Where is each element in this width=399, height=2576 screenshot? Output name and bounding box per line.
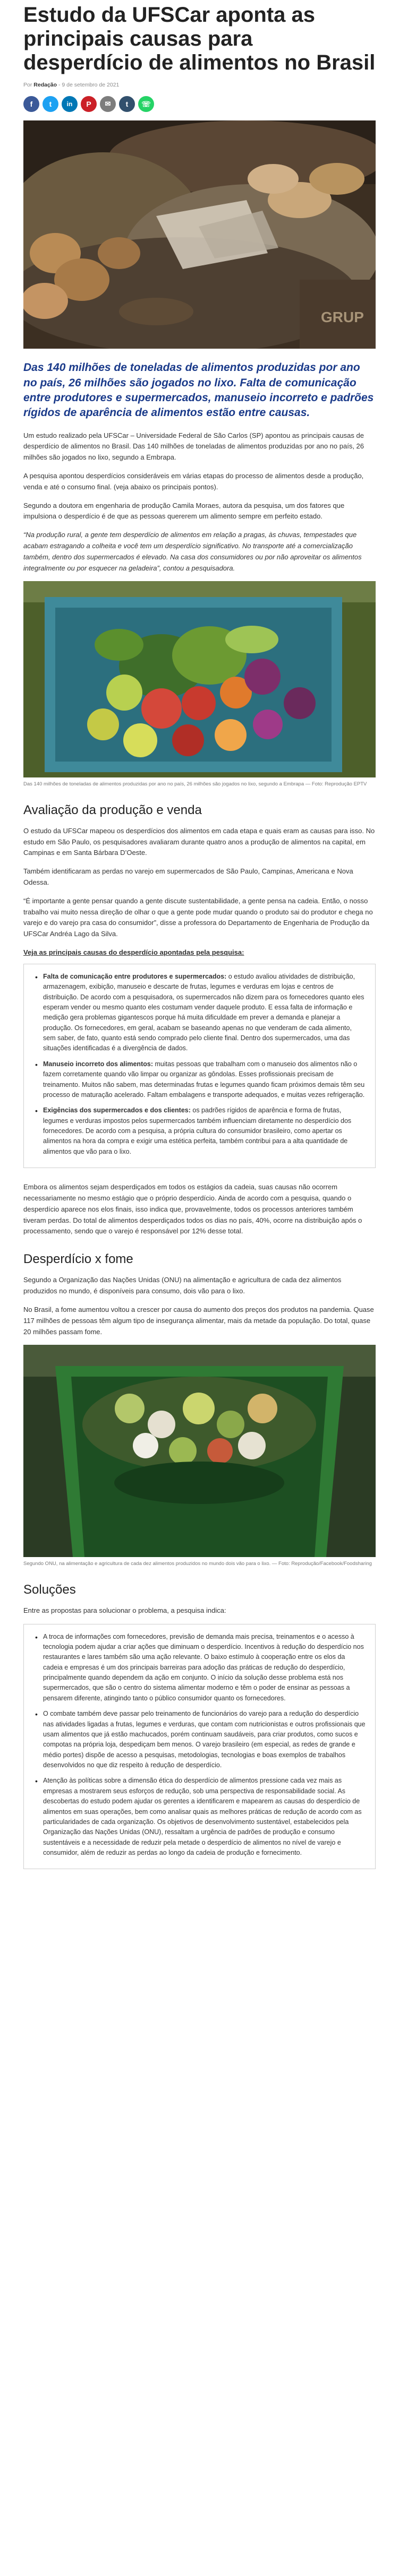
cause-item [33,1105,366,1157]
solution-item: • O combate também deve passar pelo treinamento de funcionários do varejo para a redução do desperdício nas atividades ligadas a frutas, legumes e verduras, que contam com nutricionistas e outros profissionais que usam alimentos que já estão machucados, porém continuam saudáveis, para criar produtos, como sucos e compotas na própria loja, despediçam bem menos. O varejo brasileiro (em especial, as redes de grande e médio portes) dispõe de acesso a pesquisas, metodologias, tecnologias e boas exemplos de trabalhos desenvolvidos no que diz respeito à redução de desperdício. [33,1709,366,1770]
whatsapp-icon[interactable]: ☏ [138,96,154,112]
bin-illustration [23,1345,376,1557]
tumblr-icon[interactable]: t [119,96,135,112]
article-title: Estudo da UFSCar aponta as principais causas para desperdício de alimentos no Brasil [23,3,376,74]
twitter-icon[interactable]: t [43,96,58,112]
caption-2: Segundo ONU, na alimentação e agricultura de cada dez alimentos produzidos no mundo dois vão para o lixo. — Foto: Reprodução/Facebook/Foodsharing [23,1561,372,1567]
share-bar [23,96,376,112]
solution-item: • Atenção às políticas sobre a dimensão ética do desperdício de alimentos pressione cada vez mais as empresas a mostrarem seus esforços de redução, sob uma perspectiva de responsabilidade social. As descobertas do estudo podem ajudar os gerentes a identificarem e mapearem as causas do desperdício de alimentos em suas operações, bem como analisar quais as melhores práticas de redução de acordo com as particularidades de cada organização. Os objetivos de desenvolvimento sustentável, estabelecidos pela Organização das Nações Unidas (ONU), ressaltam a urgência de padrões de produção e consumo sustentáveis e a necessidade de reduzir pela metade o desperdício de alimentos no nível de varejo e consumidor, além de reduzir as perdas ao longo da cadeia de produção e fornecimento. [33,1776,366,1858]
publish-date: - 9 de setembro de 2021 [58,82,120,89]
hero-figure [23,120,376,349]
byline [23,81,376,90]
author-link[interactable]: Redação [33,82,57,89]
cause-item [33,1059,366,1101]
figure-2 [23,581,376,788]
solutions-box [23,1624,376,1870]
cause-label: Manuseio incorreto dos alimentos: [43,1060,153,1068]
solution-item: • A troca de informações com fornecedores, previsão de demanda mais precisa, treinamentos e o acesso à tecnologia podem ajudar a criar ações que diminuam o desperdício. Incentivos à redução do desperdício nos restaurantes e lares também são uma ação relevante. O baixo estímulo à cooperação entre os elos da cadeia e empresas é um dos principais barreiras para adoção das práticas de redução do desperdício, principalmente quando dependem da ação em conjunto. O início da solução desse problema está nos supermercados, que são o centro do sistema alimentar moderno e têm o poder de ensinar as pessoas a pensarem diferente, atingindo tanto o público consumidor quanto os fornecedores. [33,1632,366,1704]
caption-1: Das 140 milhões de toneladas de alimentos produzidas por ano no país, 26 milhões são jogados no lixo, segundo a Embrapa — Foto: Reprodução EPTV [23,781,367,788]
paragraph-8: No Brasil, a fome aumentou voltou a crescer por causa do aumento dos preços dos produtos na pandemia. Quase 117 milhões de pessoas têm algum tipo de insegurança alimentar, mais da metade da população. Do total, quase 20 milhões passam fome. [23,1305,374,1336]
heading-waste-hunger: Desperdício x fome [23,1252,133,1267]
byline-prefix: Por [23,82,32,89]
paragraph-1: Um estudo realizado pela UFSCar – Universidade Federal de São Carlos (SP) apontou as principais causas de desperdício de alimentos no Brasil. Das 140 milhões de toneladas de alimentos produzidas por ano no país, 26 milhões são jogados no lixo, segundo a Embrapa. [23,431,364,462]
cause-text: muitas pessoas que trabalham com o manuseio dos alimentos não o fazem corretamente quando vão limpar ou organizar as gôndolas. Esses profissionais precisam de treinamento. Muitos não sabem, mas determinadas frutas e legumes quando ficam próximos demais têm seu processo de maturação acelerado. Faltam embalagens e transporte adequados, e muitas vezes refrigeração. [43,1060,365,1099]
email-icon[interactable]: ✉ [100,96,116,112]
cause-item [33,972,366,1054]
svg-text:GRUP: GRUP [321,309,364,326]
quote-2: “É importante a gente pensar quando a gente discute sustentabilidade, a gente pensa na cadeia. Então, o nosso trabalho vai muito nessa direção de olhar o que a gente pode mudar quando o produto sai do produtor e chega no varejo e do varejo pra casa do consumidor”, disse a professora do Departamento de Engenharia de Produção da UFSCar Andréa Lago da Silva. [23,896,373,938]
causes-list [33,972,366,1157]
paragraph-4: O estudo da UFSCar mapeou os desperdícios dos alimentos em cada etapa e quais eram as causas para isso. No estudo em São Paulo, os pesquisadores avaliaram durante quatro anos a produção de alimentos na capital, em Campinas e em Santa Bárbara D’Oeste. [23,826,375,857]
image-vegetable-crate [23,581,376,777]
cause-text: os padrões rígidos de aparência e forma de frutas, legumes e verduras impostos pelos supermercados também influenciam diretamente no desperdício dos fornecedores. De acordo com a pesquisa, a própria cultura do consumidor brasileiro, como apertar os alimentos na hora da compra e exigir uma estética perfeita, também contribui para a alta quantidade de alimentos que vão para o lixo. [43,1107,352,1155]
paragraph-7: Segundo a Organização das Nações Unidas (ONU) na alimentação e agricultura de cada dez alimentos produzidos no mundo, é disponíveis para consumo, dois vão para o lixo. [23,1276,342,1295]
paragraph-5: Também identificaram as perdas no varejo em supermercados de São Paulo, Campinas, Americana e Nova Odessa. [23,867,353,886]
causes-box [23,964,376,1168]
facebook-icon[interactable]: f [23,96,39,112]
linkedin-icon[interactable]: in [62,96,78,112]
image-green-bin [23,1345,376,1557]
paragraph-6: Embora os alimentos sejam desperdiçados em todos os estágios da cadeia, suas causas não ocorrem necessariamente no mesmo estágio que o próprio desperdício. Ainda de acordo com a pesquisa, quando o desperdício aparece nos elos finais, isso indica que, provavelmente, todos os processos anteriores também tiveram perdas. Do total de alimentos desperdiçados todos os dias no país, 40%, ocorre na distribuição após o processamento, sendo que o varejo é responsável por 12% desse total. [23,1183,362,1235]
heading-solutions: Soluções [23,1582,76,1597]
paragraph-2: A pesquisa apontou desperdícios consideráveis em várias etapas do processo de alimentos desde a produção, venda e até o consumo final. (veja abaixo os principais pontos). [23,471,364,491]
paragraph-3: Segundo a doutora em engenharia de produção Camila Moraes, autora da pesquisa, um dos fatores que impulsiona o desperdício é de que as pessoas quererem um alimento sempre em perfeito estado. [23,501,345,521]
cause-label: Exigências dos supermercados e dos clientes: [43,1107,191,1114]
article-lead: Das 140 milhões de toneladas de alimentos produzidas por ano no país, 26 milhões são jogados no lixo. Falta de comunicação entre produtores e supermercados, manuseio incorreto e padrões rígidos de aparência de alimentos estão entre causas. [23,361,374,419]
cause-text: o estudo avaliou atividades de distribuição, armazenagem, exibição, manuseio e descarte de frutas, legumes e verduras em lojas e centros de distribuição. De acordo com a pesquisadora, os supermercados não dizem para os fornecedores quanto eles esperam vender ou mesmo quanto eles costumam vender daquele produto. E essa falta de informação e medição gera problemas gigantescos porque há muita dificuldade em prever a demanda e planejar a produção. Os fornecedores, em geral, acabam se baseando apenas no que venderam de cada alimento, sem saber, de fato, quanto está sendo comprado pelo cliente final. Dentro dos supermercados, uma das situações identificadas é a divergência de dados. [43,972,364,1052]
figure-3 [23,1345,376,1567]
heading-evaluation: Avaliação da produção e venda [23,802,202,817]
quote-1: “Na produção rural, a gente tem desperdício de alimentos em relação a pragas, às chuvas, tempestades que acabam estragando a colheita e você tem um desperdício significativo. No transporte até a comercialização também, dentro dos supermercados é elevado. Na casa dos consumidores ou por não aproveitar os alimentos integralmente ou por esquecer na geladeira”, contou a pesquisadora. [23,531,362,572]
hero-illustration [23,120,376,349]
pinterest-icon[interactable]: P [81,96,97,112]
crate-illustration [23,581,376,777]
cause-label: Falta de comunicação entre produtores e supermercados: [43,972,227,980]
solutions-list [33,1632,366,1858]
paragraph-9: Entre as propostas para solucionar o problema, a pesquisa indica: [23,1606,226,1614]
causes-title: Veja as principais causas do desperdício apontadas pela pesquisa: [23,948,244,956]
hero-image-discarded-vegetables [23,120,376,349]
